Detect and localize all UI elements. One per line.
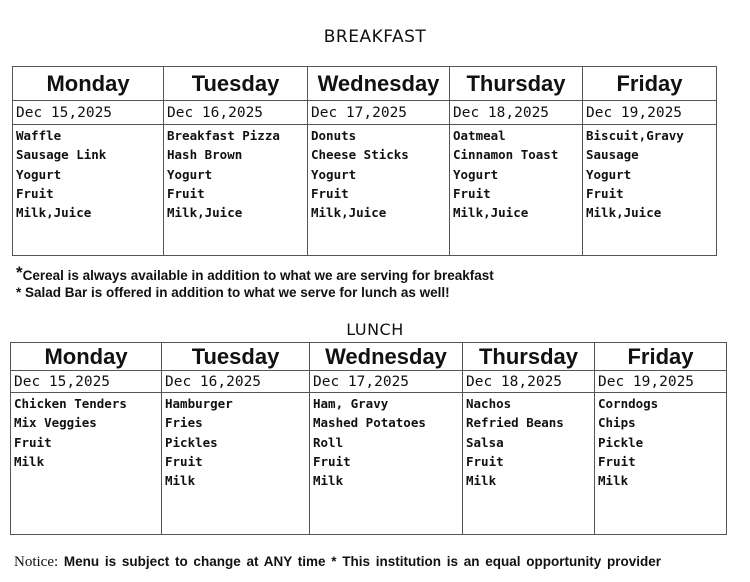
menu-item: Milk,Juice	[453, 205, 529, 221]
day-header-monday: Monday	[13, 67, 164, 101]
menu-item: Milk	[466, 473, 497, 489]
date-cell: Dec 17,2025	[308, 101, 450, 125]
menu-items-friday	[583, 125, 717, 256]
menu-item: Milk	[598, 473, 629, 489]
day-header-thursday: Thursday	[463, 343, 595, 371]
date-cell: Dec 19,2025	[595, 371, 727, 393]
menu-item: Milk,Juice	[586, 205, 662, 221]
menu-item: Salsa	[466, 434, 504, 450]
menu-items-wednesday	[310, 393, 463, 535]
menu-item: Sausage Link	[16, 147, 107, 163]
day-header-friday: Friday	[595, 343, 727, 371]
day-header-monday: Monday	[11, 343, 162, 371]
day-header-thursday: Thursday	[450, 67, 583, 101]
day-header-wednesday: Wednesday	[310, 343, 463, 371]
menu-item: Yogurt	[311, 166, 357, 182]
menu-item: Breakfast Pizza	[167, 128, 280, 143]
menu-item: Fruit	[313, 453, 351, 469]
menu-item: Milk	[14, 453, 45, 469]
menu-item: Milk,Juice	[311, 205, 387, 221]
menu-item: Milk	[165, 473, 196, 489]
menu-item: Mix Veggies	[14, 415, 97, 431]
menu-item: Yogurt	[16, 166, 62, 182]
menu-item: Waffle	[16, 128, 62, 143]
notice-footer	[14, 554, 661, 571]
lunch-table	[10, 342, 727, 535]
menu-item: Milk,Juice	[167, 205, 243, 221]
menu-item: Corndogs	[598, 396, 659, 411]
menu-item: Yogurt	[586, 166, 632, 182]
menu-items-tuesday	[162, 393, 310, 535]
menu-item: Fruit	[466, 453, 504, 469]
day-header-tuesday: Tuesday	[164, 67, 308, 101]
menu-item: Hamburger	[165, 396, 233, 411]
date-cell: Dec 15,2025	[11, 371, 162, 393]
menu-items-tuesday	[164, 125, 308, 256]
menu-item: Biscuit,Gravy	[586, 128, 684, 143]
menu-item: Fruit	[598, 453, 636, 469]
lunch-title: LUNCH	[346, 320, 404, 339]
menu-item: Sausage	[586, 147, 639, 163]
notice-label: Notice:	[14, 554, 59, 570]
menu-item: Fruit	[14, 434, 52, 450]
menu-item: Pickle	[598, 434, 644, 450]
menu-item: Mashed Potatoes	[313, 415, 426, 431]
menu-items-monday	[11, 393, 162, 535]
day-header-wednesday: Wednesday	[308, 67, 450, 101]
menu-item: Roll	[313, 434, 344, 450]
menu-item: Refried Beans	[466, 415, 564, 431]
menu-items-monday	[13, 125, 164, 256]
menu-item: Fruit	[167, 185, 205, 201]
cereal-note-text: Cereal is always available in addition to what we are serving for breakfast	[22, 268, 494, 283]
menu-items-wednesday	[308, 125, 450, 256]
menu-item: Cheese Sticks	[311, 147, 409, 163]
date-cell: Dec 17,2025	[310, 371, 463, 393]
menu-item: Milk	[313, 473, 344, 489]
menu-item: Chips	[598, 415, 636, 431]
date-cell: Dec 16,2025	[164, 101, 308, 125]
menu-item: Hash Brown	[167, 147, 243, 163]
menu-item: Fries	[165, 415, 203, 431]
date-cell: Dec 16,2025	[162, 371, 310, 393]
salad-bar-note: * Salad Bar is offered in addition to what we serve for lunch as well!	[16, 285, 450, 300]
menu-items-friday	[595, 393, 727, 535]
date-cell: Dec 15,2025	[13, 101, 164, 125]
menu-item: Fruit	[586, 185, 624, 201]
menu-item: Fruit	[311, 185, 349, 201]
menu-item: Fruit	[165, 453, 203, 469]
note-asterisk: *	[16, 263, 23, 282]
breakfast-table	[12, 66, 717, 256]
notice-text: Menu is subject to change at ANY time * This institution is an equal opportunity provider	[63, 554, 661, 569]
date-cell: Dec 19,2025	[583, 101, 717, 125]
date-cell: Dec 18,2025	[463, 371, 595, 393]
menu-items-thursday	[463, 393, 595, 535]
day-header-friday: Friday	[583, 67, 717, 101]
date-cell: Dec 18,2025	[450, 101, 583, 125]
breakfast-title: BREAKFAST	[323, 27, 427, 47]
menu-item: Chicken Tenders	[14, 396, 127, 411]
cereal-note	[16, 263, 494, 283]
menu-item: Donuts	[311, 128, 357, 143]
menu-items-thursday	[450, 125, 583, 256]
menu-item: Pickles	[165, 434, 218, 450]
menu-item: Yogurt	[453, 166, 499, 182]
menu-item: Ham, Gravy	[313, 396, 389, 411]
menu-item: Cinnamon Toast	[453, 147, 559, 163]
menu-item: Yogurt	[167, 166, 213, 182]
day-header-tuesday: Tuesday	[162, 343, 310, 371]
menu-item: Fruit	[16, 185, 54, 201]
menu-item: Milk,Juice	[16, 205, 92, 221]
menu-item: Nachos	[466, 396, 512, 411]
menu-item: Fruit	[453, 185, 491, 201]
menu-item: Oatmeal	[453, 128, 506, 143]
